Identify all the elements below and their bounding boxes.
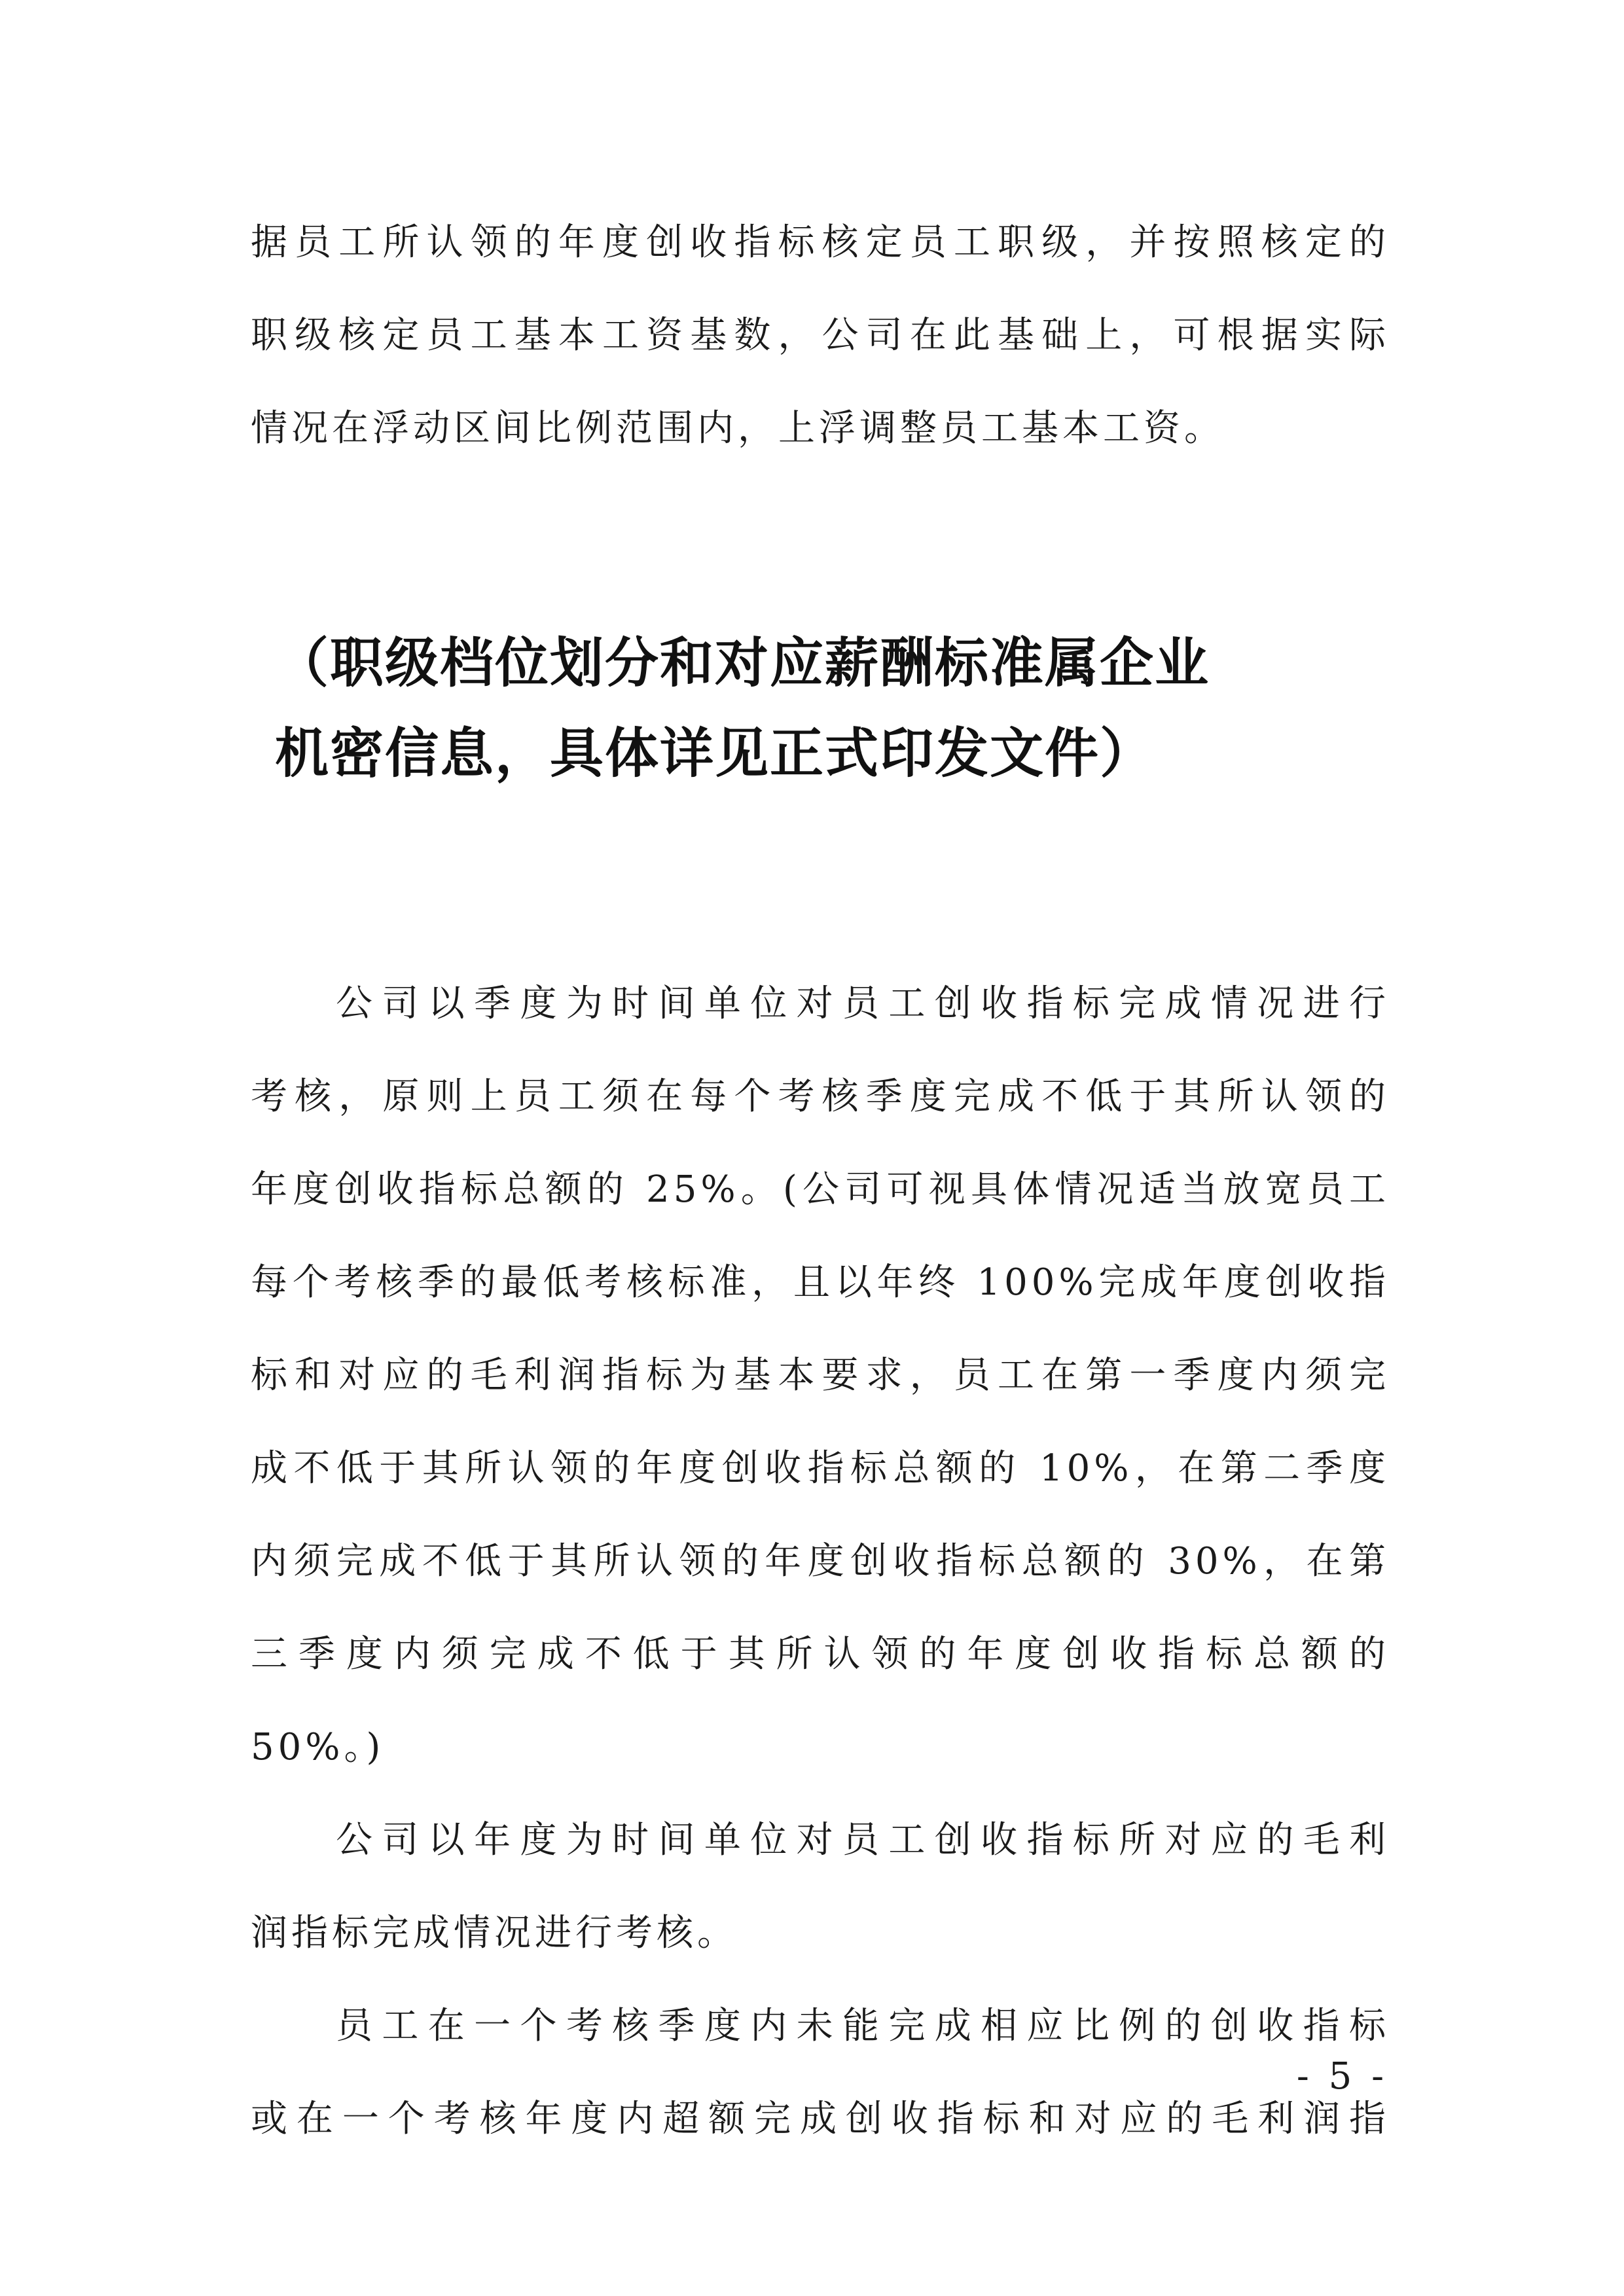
page-number: - 5 - bbox=[1296, 2055, 1388, 2098]
body-line: 员工在一个考核季度内未能完成相应比例的创收指标 bbox=[336, 2005, 1390, 2047]
body-line: 50%。) bbox=[251, 1726, 385, 1768]
body-line: 润指标完成情况进行考核。 bbox=[251, 1912, 738, 1954]
confidential-notice bbox=[275, 619, 1401, 799]
body-line: 内须完成不低于其所认领的年度创收指标总额的 30%，在第 bbox=[251, 1540, 1390, 1583]
body-line: 公司以年度为时间单位对员工创收指标所对应的毛利 bbox=[336, 1819, 1390, 1861]
intro-line: 据员工所认领的年度创收指标核定员工职级，并按照核定的 bbox=[251, 221, 1390, 264]
body-line: 每个考核季的最低考核标准，且以年终 100%完成年度创收指 bbox=[251, 1261, 1390, 1304]
intro-line: 情况在浮动区间比例范围内，上浮调整员工基本工资。 bbox=[251, 407, 1225, 450]
intro-line: 职级核定员工基本工资基数，公司在此基础上，可根据实际 bbox=[251, 314, 1390, 357]
body-line: 年度创收指标总额的 25%。(公司可视具体情况适当放宽员工 bbox=[251, 1168, 1390, 1211]
intro-paragraph bbox=[251, 196, 1390, 475]
assessment-paragraphs bbox=[251, 958, 1390, 2166]
notice-line: 机密信息，具体详见正式印发文件） bbox=[275, 723, 1155, 785]
body-line: 成不低于其所认领的年度创收指标总额的 10%，在第二季度 bbox=[251, 1447, 1390, 1490]
notice-line: （职级档位划分和对应薪酬标准属企业 bbox=[275, 632, 1210, 694]
body-line: 或在一个考核年度内超额完成创收指标和对应的毛利润指 bbox=[251, 2098, 1390, 2140]
body-line: 公司以季度为时间单位对员工创收指标完成情况进行 bbox=[336, 982, 1390, 1025]
body-line: 考核，原则上员工须在每个考核季度完成不低于其所认领的 bbox=[251, 1075, 1390, 1118]
body-line: 标和对应的毛利润指标为基本要求，员工在第一季度内须完 bbox=[251, 1354, 1390, 1397]
body-line: 三季度内须完成不低于其所认领的年度创收指标总额的 bbox=[251, 1633, 1390, 1676]
